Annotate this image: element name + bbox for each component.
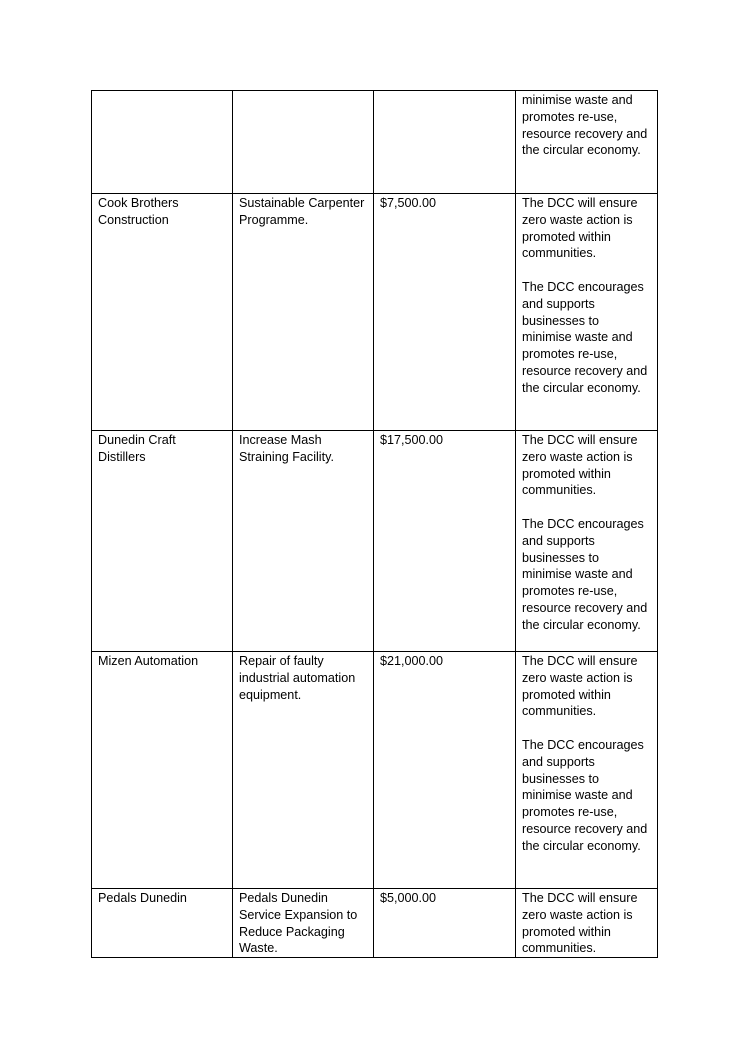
outcome-text: minimise waste and promotes re-use, resource recovery and the circular economy. [522, 93, 648, 158]
project-cell [233, 91, 374, 194]
table-row [92, 91, 658, 194]
outcomes-cell [516, 194, 658, 431]
table-row [92, 889, 658, 958]
organisation-cell [92, 91, 233, 194]
outcome-text: The DCC will ensure zero waste action is promoted within communities. [522, 654, 638, 719]
outcome-text: The DCC encourages and supports businesses to minimise waste and promotes re-use, resource recovery and the circular economy. [522, 516, 648, 632]
project-cell: Pedals Dunedin Service Expansion to Reduce Packaging Waste. [233, 889, 374, 958]
organisation-cell: Pedals Dunedin [92, 889, 233, 958]
project-cell: Sustainable Carpenter Programme. [233, 194, 374, 431]
outcomes-cell [516, 91, 658, 194]
outcome-text: The DCC encourages and supports businesses to minimise waste and promotes re-use, resource recovery and the circular economy. [522, 737, 648, 853]
organisation-cell: Mizen Automation [92, 652, 233, 889]
project-cell: Repair of faulty industrial automation equipment. [233, 652, 374, 889]
table-row [92, 431, 658, 652]
outcomes-cell [516, 431, 658, 652]
table-row [92, 194, 658, 431]
amount-cell: $17,500.00 [374, 431, 516, 652]
organisation-cell: Cook Brothers Construction [92, 194, 233, 431]
amount-cell: $5,000.00 [374, 889, 516, 958]
grants-table [91, 90, 658, 958]
amount-cell: $21,000.00 [374, 652, 516, 889]
table-row [92, 652, 658, 889]
amount-cell [374, 91, 516, 194]
amount-cell: $7,500.00 [374, 194, 516, 431]
outcomes-cell [516, 652, 658, 889]
outcome-text: The DCC will ensure zero waste action is promoted within communities. [522, 891, 638, 956]
outcomes-cell [516, 889, 658, 958]
organisation-cell: Dunedin Craft Distillers [92, 431, 233, 652]
project-cell: Increase Mash Straining Facility. [233, 431, 374, 652]
outcome-text: The DCC will ensure zero waste action is promoted within communities. [522, 196, 638, 261]
outcome-text: The DCC encourages and supports businesses to minimise waste and promotes re-use, resource recovery and the circular economy. [522, 279, 648, 395]
outcome-text: The DCC will ensure zero waste action is promoted within communities. [522, 433, 638, 498]
